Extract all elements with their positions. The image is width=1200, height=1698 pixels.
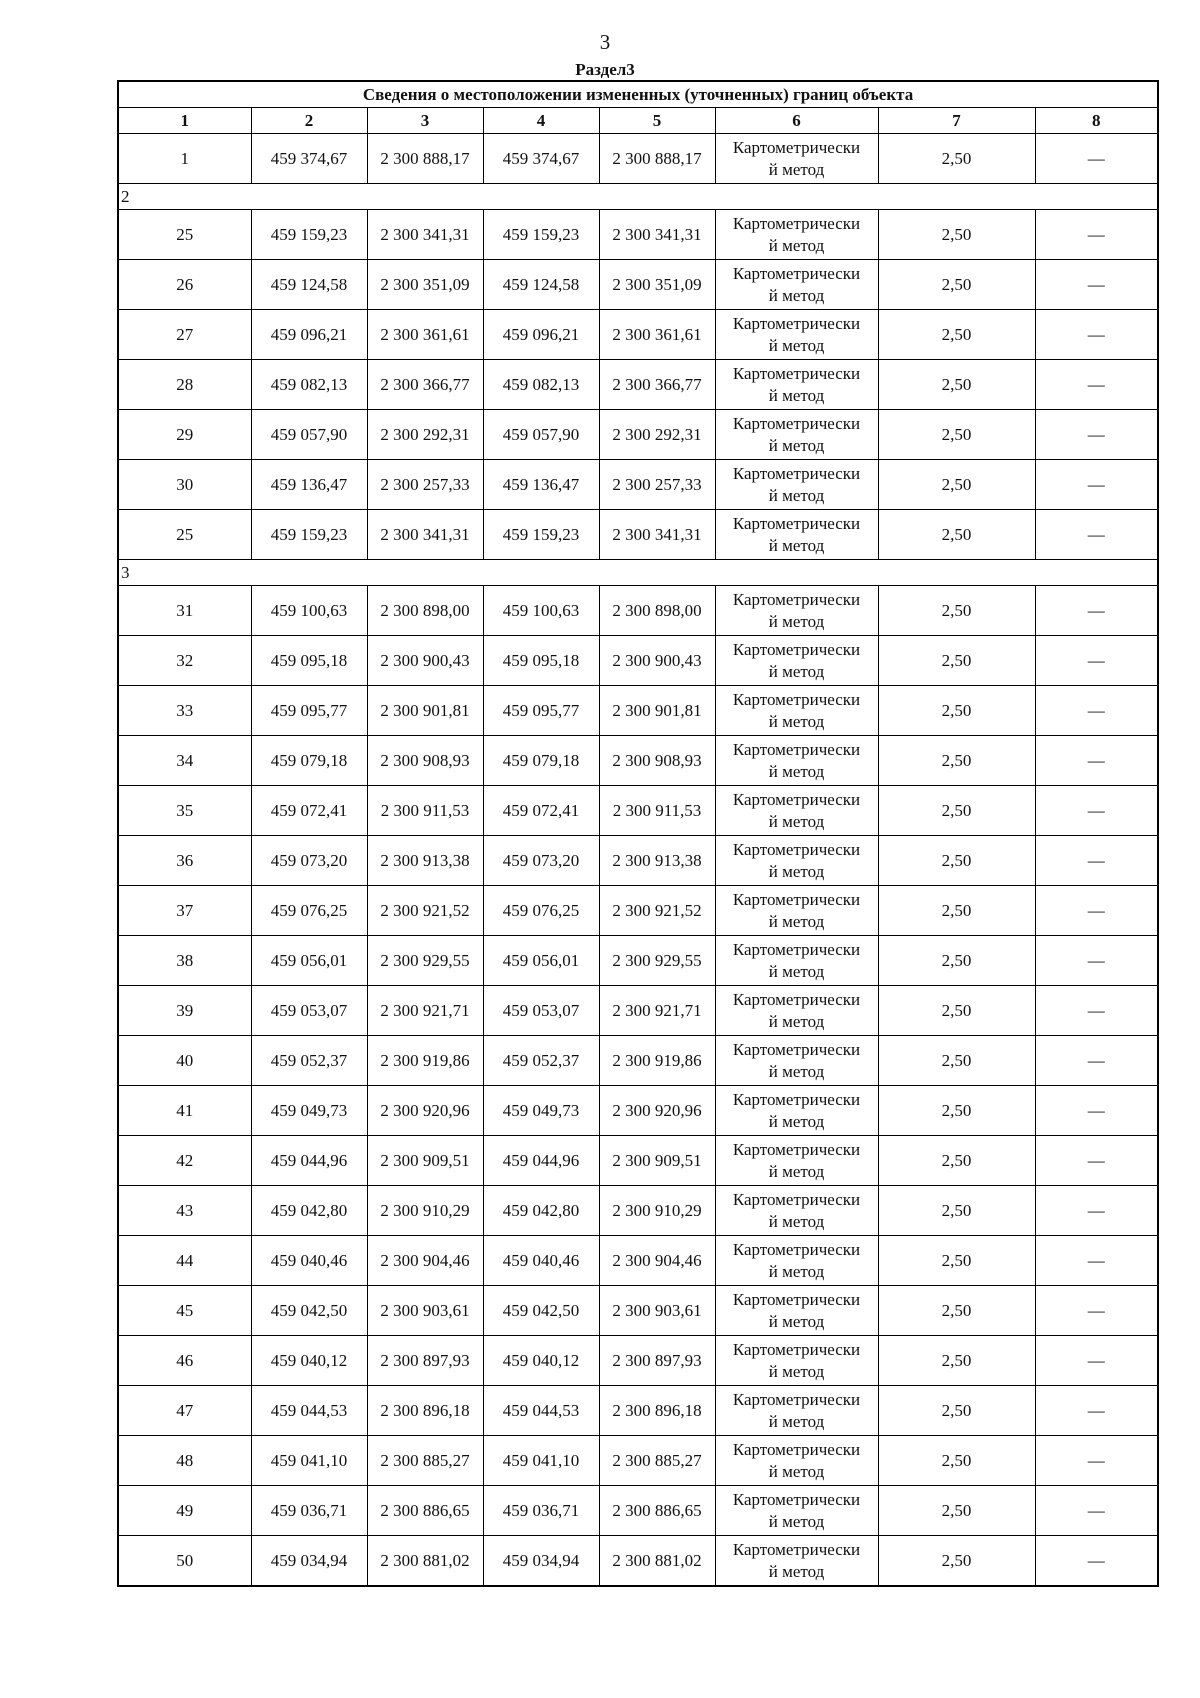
x-coordinate-cell: 459 053,07 <box>251 986 367 1036</box>
y-coordinate-cell: 2 300 898,00 <box>367 586 483 636</box>
y-coordinate-cell: 2 300 341,31 <box>367 510 483 560</box>
table-row <box>118 786 1158 836</box>
y-coordinate-cell: 2 300 361,61 <box>599 310 715 360</box>
description-cell: — <box>1035 1286 1158 1336</box>
accuracy-cell: 2,50 <box>878 886 1035 936</box>
x-coordinate-cell: 459 042,80 <box>251 1186 367 1236</box>
table-row <box>118 260 1158 310</box>
y-coordinate-cell: 2 300 896,18 <box>367 1386 483 1436</box>
point-number-cell: 25 <box>118 210 251 260</box>
point-number-cell: 31 <box>118 586 251 636</box>
description-cell: — <box>1035 886 1158 936</box>
y-coordinate-cell: 2 300 911,53 <box>599 786 715 836</box>
method-cell: Картометрически й метод <box>715 460 878 510</box>
y-coordinate-cell: 2 300 292,31 <box>367 410 483 460</box>
accuracy-cell: 2,50 <box>878 1486 1035 1536</box>
x-coordinate-cell: 459 057,90 <box>251 410 367 460</box>
description-cell: — <box>1035 1236 1158 1286</box>
method-cell: Картометрически й метод <box>715 1236 878 1286</box>
table-row <box>118 1136 1158 1186</box>
method-cell: Картометрически й метод <box>715 686 878 736</box>
accuracy-cell: 2,50 <box>878 1386 1035 1436</box>
y-coordinate-cell: 2 300 910,29 <box>367 1186 483 1236</box>
description-cell: — <box>1035 586 1158 636</box>
y-coordinate-cell: 2 300 886,65 <box>367 1486 483 1536</box>
accuracy-cell: 2,50 <box>878 636 1035 686</box>
y-coordinate-cell: 2 300 341,31 <box>599 510 715 560</box>
point-number-cell: 33 <box>118 686 251 736</box>
point-number-cell: 32 <box>118 636 251 686</box>
table-row <box>118 836 1158 886</box>
method-cell: Картометрически й метод <box>715 1186 878 1236</box>
table-row <box>118 1436 1158 1486</box>
x-coordinate-cell: 459 044,53 <box>483 1386 599 1436</box>
method-cell: Картометрически й метод <box>715 836 878 886</box>
accuracy-cell: 2,50 <box>878 1536 1035 1587</box>
table-body <box>118 81 1158 1586</box>
x-coordinate-cell: 459 036,71 <box>483 1486 599 1536</box>
accuracy-cell: 2,50 <box>878 786 1035 836</box>
x-coordinate-cell: 459 052,37 <box>483 1036 599 1086</box>
table-row <box>118 210 1158 260</box>
x-coordinate-cell: 459 096,21 <box>483 310 599 360</box>
point-number-cell: 37 <box>118 886 251 936</box>
description-cell: — <box>1035 310 1158 360</box>
accuracy-cell: 2,50 <box>878 936 1035 986</box>
column-number: 3 <box>367 108 483 134</box>
x-coordinate-cell: 459 056,01 <box>251 936 367 986</box>
x-coordinate-cell: 459 073,20 <box>483 836 599 886</box>
method-cell: Картометрически й метод <box>715 260 878 310</box>
table-row <box>118 1336 1158 1386</box>
y-coordinate-cell: 2 300 901,81 <box>367 686 483 736</box>
accuracy-cell: 2,50 <box>878 1436 1035 1486</box>
accuracy-cell: 2,50 <box>878 1236 1035 1286</box>
contour-group-row <box>118 560 1158 586</box>
method-cell: Картометрически й метод <box>715 1336 878 1386</box>
y-coordinate-cell: 2 300 921,52 <box>599 886 715 936</box>
table-row <box>118 310 1158 360</box>
method-cell: Картометрически й метод <box>715 1436 878 1486</box>
method-cell: Картометрически й метод <box>715 886 878 936</box>
x-coordinate-cell: 459 072,41 <box>483 786 599 836</box>
table-row <box>118 134 1158 184</box>
x-coordinate-cell: 459 056,01 <box>483 936 599 986</box>
table-row <box>118 636 1158 686</box>
x-coordinate-cell: 459 100,63 <box>483 586 599 636</box>
description-cell: — <box>1035 1486 1158 1536</box>
description-cell: — <box>1035 360 1158 410</box>
y-coordinate-cell: 2 300 886,65 <box>599 1486 715 1536</box>
x-coordinate-cell: 459 159,23 <box>251 210 367 260</box>
method-cell: Картометрически й метод <box>715 510 878 560</box>
y-coordinate-cell: 2 300 919,86 <box>367 1036 483 1086</box>
x-coordinate-cell: 459 042,50 <box>251 1286 367 1336</box>
y-coordinate-cell: 2 300 908,93 <box>367 736 483 786</box>
y-coordinate-cell: 2 300 920,96 <box>367 1086 483 1136</box>
contour-group-row <box>118 184 1158 210</box>
x-coordinate-cell: 459 049,73 <box>251 1086 367 1136</box>
table-row <box>118 1386 1158 1436</box>
y-coordinate-cell: 2 300 341,31 <box>599 210 715 260</box>
table-row <box>118 1086 1158 1136</box>
point-number-cell: 43 <box>118 1186 251 1236</box>
description-cell: — <box>1035 1036 1158 1086</box>
y-coordinate-cell: 2 300 929,55 <box>367 936 483 986</box>
method-cell: Картометрически й метод <box>715 636 878 686</box>
table-caption: Сведения о местоположении измененных (уточненных) границ объекта <box>118 81 1158 108</box>
y-coordinate-cell: 2 300 257,33 <box>367 460 483 510</box>
x-coordinate-cell: 459 374,67 <box>251 134 367 184</box>
x-coordinate-cell: 459 159,23 <box>251 510 367 560</box>
column-number: 4 <box>483 108 599 134</box>
accuracy-cell: 2,50 <box>878 736 1035 786</box>
y-coordinate-cell: 2 300 929,55 <box>599 936 715 986</box>
accuracy-cell: 2,50 <box>878 1086 1035 1136</box>
page-number: 3 <box>599 30 611 54</box>
y-coordinate-cell: 2 300 908,93 <box>599 736 715 786</box>
y-coordinate-cell: 2 300 361,61 <box>367 310 483 360</box>
x-coordinate-cell: 459 124,58 <box>483 260 599 310</box>
point-number-cell: 39 <box>118 986 251 1036</box>
accuracy-cell: 2,50 <box>878 586 1035 636</box>
description-cell: — <box>1035 636 1158 686</box>
method-cell: Картометрически й метод <box>715 986 878 1036</box>
point-number-cell: 38 <box>118 936 251 986</box>
point-number-cell: 27 <box>118 310 251 360</box>
accuracy-cell: 2,50 <box>878 1286 1035 1336</box>
method-cell: Картометрически й метод <box>715 736 878 786</box>
x-coordinate-cell: 459 042,50 <box>483 1286 599 1336</box>
x-coordinate-cell: 459 100,63 <box>251 586 367 636</box>
y-coordinate-cell: 2 300 351,09 <box>367 260 483 310</box>
point-number-cell: 36 <box>118 836 251 886</box>
table-row <box>118 586 1158 636</box>
method-cell: Картометрически й метод <box>715 1286 878 1336</box>
accuracy-cell: 2,50 <box>878 210 1035 260</box>
y-coordinate-cell: 2 300 366,77 <box>367 360 483 410</box>
accuracy-cell: 2,50 <box>878 510 1035 560</box>
point-number-cell: 29 <box>118 410 251 460</box>
accuracy-cell: 2,50 <box>878 134 1035 184</box>
x-coordinate-cell: 459 044,53 <box>251 1386 367 1436</box>
y-coordinate-cell: 2 300 921,71 <box>367 986 483 1036</box>
method-cell: Картометрически й метод <box>715 936 878 986</box>
table-row <box>118 1286 1158 1336</box>
x-coordinate-cell: 459 034,94 <box>483 1536 599 1587</box>
table-row <box>118 1486 1158 1536</box>
y-coordinate-cell: 2 300 351,09 <box>599 260 715 310</box>
y-coordinate-cell: 2 300 897,93 <box>599 1336 715 1386</box>
column-number: 7 <box>878 108 1035 134</box>
y-coordinate-cell: 2 300 257,33 <box>599 460 715 510</box>
y-coordinate-cell: 2 300 910,29 <box>599 1186 715 1236</box>
boundary-coordinates-table <box>117 80 1159 1587</box>
method-cell: Картометрически й метод <box>715 134 878 184</box>
accuracy-cell: 2,50 <box>878 686 1035 736</box>
x-coordinate-cell: 459 159,23 <box>483 210 599 260</box>
description-cell: — <box>1035 736 1158 786</box>
x-coordinate-cell: 459 041,10 <box>483 1436 599 1486</box>
method-cell: Картометрически й метод <box>715 1536 878 1587</box>
x-coordinate-cell: 459 036,71 <box>251 1486 367 1536</box>
x-coordinate-cell: 459 079,18 <box>251 736 367 786</box>
point-number-cell: 26 <box>118 260 251 310</box>
x-coordinate-cell: 459 136,47 <box>483 460 599 510</box>
y-coordinate-cell: 2 300 900,43 <box>367 636 483 686</box>
y-coordinate-cell: 2 300 909,51 <box>599 1136 715 1186</box>
column-number: 5 <box>599 108 715 134</box>
description-cell: — <box>1035 786 1158 836</box>
accuracy-cell: 2,50 <box>878 260 1035 310</box>
x-coordinate-cell: 459 095,18 <box>483 636 599 686</box>
x-coordinate-cell: 459 374,67 <box>483 134 599 184</box>
x-coordinate-cell: 459 044,96 <box>483 1136 599 1186</box>
method-cell: Картометрически й метод <box>715 586 878 636</box>
column-number: 8 <box>1035 108 1158 134</box>
table-row <box>118 1186 1158 1236</box>
point-number-cell: 40 <box>118 1036 251 1086</box>
x-coordinate-cell: 459 124,58 <box>251 260 367 310</box>
y-coordinate-cell: 2 300 888,17 <box>367 134 483 184</box>
x-coordinate-cell: 459 042,80 <box>483 1186 599 1236</box>
x-coordinate-cell: 459 082,13 <box>251 360 367 410</box>
description-cell: — <box>1035 1436 1158 1486</box>
y-coordinate-cell: 2 300 292,31 <box>599 410 715 460</box>
x-coordinate-cell: 459 040,12 <box>483 1336 599 1386</box>
y-coordinate-cell: 2 300 900,43 <box>599 636 715 686</box>
point-number-cell: 1 <box>118 134 251 184</box>
method-cell: Картометрически й метод <box>715 310 878 360</box>
y-coordinate-cell: 2 300 896,18 <box>599 1386 715 1436</box>
section-title: Раздел3 <box>575 60 635 79</box>
accuracy-cell: 2,50 <box>878 310 1035 360</box>
method-cell: Картометрически й метод <box>715 1036 878 1086</box>
point-number-cell: 44 <box>118 1236 251 1286</box>
description-cell: — <box>1035 134 1158 184</box>
contour-number: 3 <box>118 560 1158 586</box>
description-cell: — <box>1035 936 1158 986</box>
description-cell: — <box>1035 1186 1158 1236</box>
description-cell: — <box>1035 210 1158 260</box>
method-cell: Картометрически й метод <box>715 360 878 410</box>
description-cell: — <box>1035 1336 1158 1386</box>
x-coordinate-cell: 459 159,23 <box>483 510 599 560</box>
description-cell: — <box>1035 1136 1158 1186</box>
x-coordinate-cell: 459 040,12 <box>251 1336 367 1386</box>
y-coordinate-cell: 2 300 903,61 <box>599 1286 715 1336</box>
description-cell: — <box>1035 410 1158 460</box>
method-cell: Картометрически й метод <box>715 210 878 260</box>
method-cell: Картометрически й метод <box>715 786 878 836</box>
method-cell: Картометрически й метод <box>715 410 878 460</box>
table-row <box>118 510 1158 560</box>
x-coordinate-cell: 459 049,73 <box>483 1086 599 1136</box>
y-coordinate-cell: 2 300 921,71 <box>599 986 715 1036</box>
description-cell: — <box>1035 1386 1158 1436</box>
point-number-cell: 46 <box>118 1336 251 1386</box>
y-coordinate-cell: 2 300 341,31 <box>367 210 483 260</box>
method-cell: Картометрически й метод <box>715 1386 878 1436</box>
contour-number: 2 <box>118 184 1158 210</box>
y-coordinate-cell: 2 300 913,38 <box>367 836 483 886</box>
x-coordinate-cell: 459 040,46 <box>251 1236 367 1286</box>
point-number-cell: 45 <box>118 1286 251 1336</box>
point-number-cell: 50 <box>118 1536 251 1587</box>
method-cell: Картометрически й метод <box>715 1486 878 1536</box>
description-cell: — <box>1035 510 1158 560</box>
y-coordinate-cell: 2 300 897,93 <box>367 1336 483 1386</box>
table-row <box>118 986 1158 1036</box>
table-row <box>118 736 1158 786</box>
x-coordinate-cell: 459 053,07 <box>483 986 599 1036</box>
x-coordinate-cell: 459 095,77 <box>483 686 599 736</box>
x-coordinate-cell: 459 095,18 <box>251 636 367 686</box>
y-coordinate-cell: 2 300 911,53 <box>367 786 483 836</box>
accuracy-cell: 2,50 <box>878 1036 1035 1086</box>
x-coordinate-cell: 459 076,25 <box>483 886 599 936</box>
x-coordinate-cell: 459 072,41 <box>251 786 367 836</box>
point-number-cell: 42 <box>118 1136 251 1186</box>
y-coordinate-cell: 2 300 881,02 <box>367 1536 483 1587</box>
point-number-cell: 35 <box>118 786 251 836</box>
table-row <box>118 360 1158 410</box>
point-number-cell: 34 <box>118 736 251 786</box>
point-number-cell: 47 <box>118 1386 251 1436</box>
description-cell: — <box>1035 260 1158 310</box>
y-coordinate-cell: 2 300 898,00 <box>599 586 715 636</box>
accuracy-cell: 2,50 <box>878 1136 1035 1186</box>
y-coordinate-cell: 2 300 881,02 <box>599 1536 715 1587</box>
accuracy-cell: 2,50 <box>878 986 1035 1036</box>
y-coordinate-cell: 2 300 904,46 <box>599 1236 715 1286</box>
table-row <box>118 1236 1158 1286</box>
column-number: 1 <box>118 108 251 134</box>
table-row <box>118 886 1158 936</box>
x-coordinate-cell: 459 057,90 <box>483 410 599 460</box>
y-coordinate-cell: 2 300 904,46 <box>367 1236 483 1286</box>
y-coordinate-cell: 2 300 885,27 <box>599 1436 715 1486</box>
y-coordinate-cell: 2 300 921,52 <box>367 886 483 936</box>
accuracy-cell: 2,50 <box>878 360 1035 410</box>
x-coordinate-cell: 459 096,21 <box>251 310 367 360</box>
column-number: 6 <box>715 108 878 134</box>
y-coordinate-cell: 2 300 919,86 <box>599 1036 715 1086</box>
table-row <box>118 410 1158 460</box>
point-number-cell: 41 <box>118 1086 251 1136</box>
point-number-cell: 49 <box>118 1486 251 1536</box>
x-coordinate-cell: 459 136,47 <box>251 460 367 510</box>
point-number-cell: 25 <box>118 510 251 560</box>
y-coordinate-cell: 2 300 903,61 <box>367 1286 483 1336</box>
x-coordinate-cell: 459 082,13 <box>483 360 599 410</box>
description-cell: — <box>1035 686 1158 736</box>
table-row <box>118 460 1158 510</box>
method-cell: Картометрически й метод <box>715 1086 878 1136</box>
point-number-cell: 30 <box>118 460 251 510</box>
accuracy-cell: 2,50 <box>878 1336 1035 1386</box>
x-coordinate-cell: 459 040,46 <box>483 1236 599 1286</box>
x-coordinate-cell: 459 079,18 <box>483 736 599 786</box>
y-coordinate-cell: 2 300 920,96 <box>599 1086 715 1136</box>
x-coordinate-cell: 459 095,77 <box>251 686 367 736</box>
x-coordinate-cell: 459 041,10 <box>251 1436 367 1486</box>
method-cell: Картометрически й метод <box>715 1136 878 1186</box>
point-number-cell: 48 <box>118 1436 251 1486</box>
point-number-cell: 28 <box>118 360 251 410</box>
description-cell: — <box>1035 460 1158 510</box>
x-coordinate-cell: 459 076,25 <box>251 886 367 936</box>
y-coordinate-cell: 2 300 888,17 <box>599 134 715 184</box>
table-row <box>118 936 1158 986</box>
table-row <box>118 686 1158 736</box>
table-row <box>118 1536 1158 1587</box>
accuracy-cell: 2,50 <box>878 1186 1035 1236</box>
x-coordinate-cell: 459 044,96 <box>251 1136 367 1186</box>
column-number: 2 <box>251 108 367 134</box>
description-cell: — <box>1035 986 1158 1036</box>
x-coordinate-cell: 459 052,37 <box>251 1036 367 1086</box>
table-caption-row <box>118 81 1158 108</box>
description-cell: — <box>1035 836 1158 886</box>
y-coordinate-cell: 2 300 366,77 <box>599 360 715 410</box>
x-coordinate-cell: 459 073,20 <box>251 836 367 886</box>
column-number-row <box>118 108 1158 134</box>
description-cell: — <box>1035 1536 1158 1587</box>
y-coordinate-cell: 2 300 901,81 <box>599 686 715 736</box>
y-coordinate-cell: 2 300 913,38 <box>599 836 715 886</box>
y-coordinate-cell: 2 300 885,27 <box>367 1436 483 1486</box>
y-coordinate-cell: 2 300 909,51 <box>367 1136 483 1186</box>
accuracy-cell: 2,50 <box>878 836 1035 886</box>
description-cell: — <box>1035 1086 1158 1136</box>
accuracy-cell: 2,50 <box>878 460 1035 510</box>
accuracy-cell: 2,50 <box>878 410 1035 460</box>
table-row <box>118 1036 1158 1086</box>
x-coordinate-cell: 459 034,94 <box>251 1536 367 1587</box>
